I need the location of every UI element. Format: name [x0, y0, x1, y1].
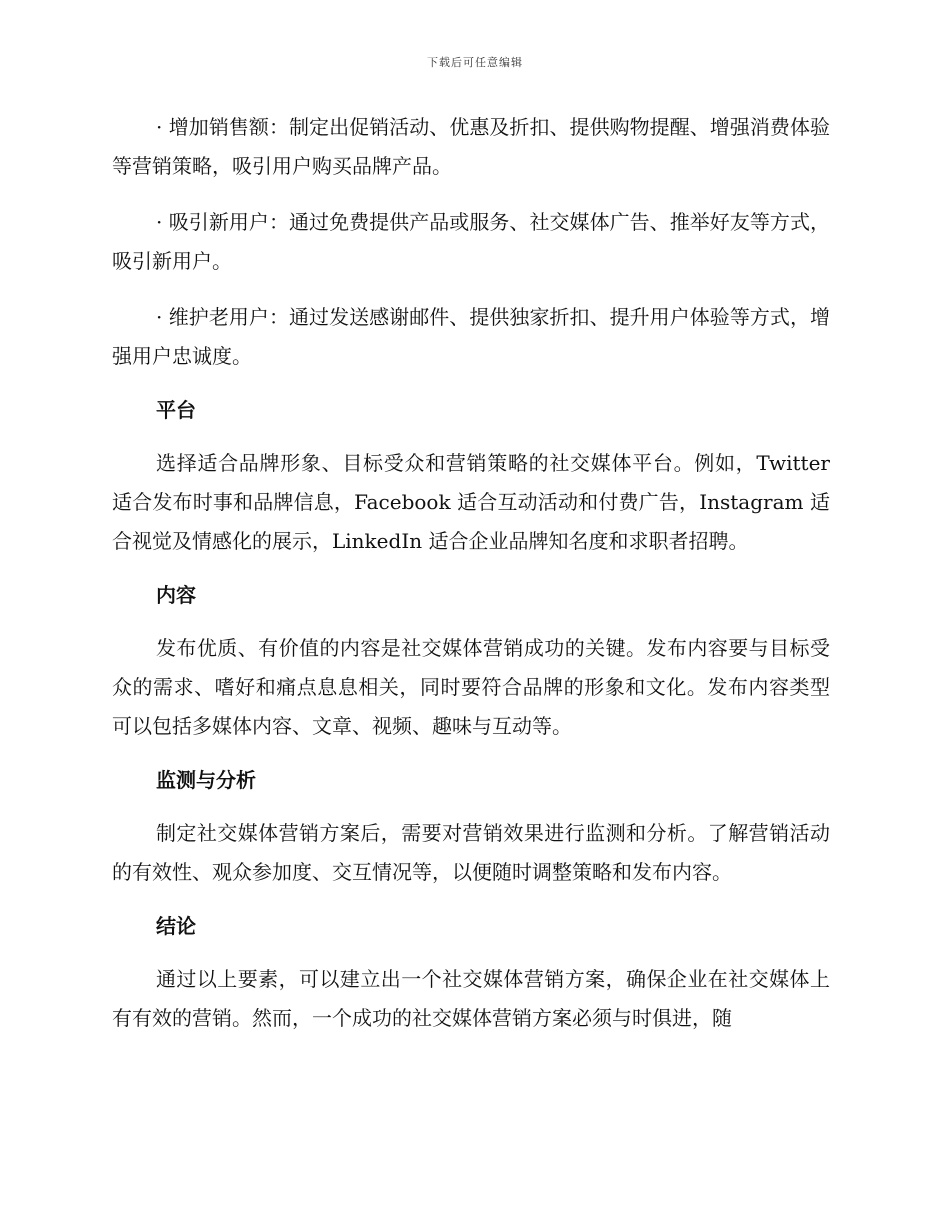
heading-platform: 平台	[156, 398, 196, 422]
paragraph-content: 发布优质、有价值的内容是社交媒体营销成功的关键。发布内容要与目标受众的需求、嗜好和痛点息息相关，同时要符合品牌的形象和文化。发布内容类型可以包括多媒体内容、文章、视频、趣味与互动等。	[112, 636, 830, 738]
paragraph-conclusion: 通过以上要素，可以建立出一个社交媒体营销方案，确保企业在社交媒体上有有效的营销。然而，一个成功的社交媒体营销方案必须与时俱进，随	[112, 967, 830, 1030]
document-body	[112, 108, 830, 1038]
heading-content: 内容	[156, 583, 196, 607]
page-header: 下载后可任意编辑	[427, 56, 523, 69]
heading-monitoring-analysis: 监测与分析	[156, 768, 256, 792]
paragraph-monitoring-analysis: 制定社交媒体营销方案后，需要对营销效果进行监测和分析。了解营销活动的有效性、观众参加度、交互情况等，以便随时调整策略和发布内容。	[112, 821, 830, 884]
paragraph-platform: 选择适合品牌形象、目标受众和营销策略的社交媒体平台。例如，Twitter 适合发布时事和品牌信息，Facebook 适合互动活动和付费广告，Instagram 适合视觉及情感化的展示，LinkedIn 适合企业品牌知名度和求职者招聘。	[112, 451, 830, 553]
paragraph-retain-old-users: · 维护老用户：通过发送感谢邮件、提供独家折扣、提升用户体验等方式，增强用户忠诚度。	[112, 305, 830, 368]
paragraph-attract-new-users: · 吸引新用户：通过免费提供产品或服务、社交媒体广告、推举好友等方式，吸引新用户。	[112, 210, 830, 273]
heading-conclusion: 结论	[156, 914, 196, 938]
paragraph-increase-sales: · 增加销售额：制定出促销活动、优惠及折扣、提供购物提醒、增强消费体验等营销策略，吸引用户购买品牌产品。	[112, 115, 830, 178]
